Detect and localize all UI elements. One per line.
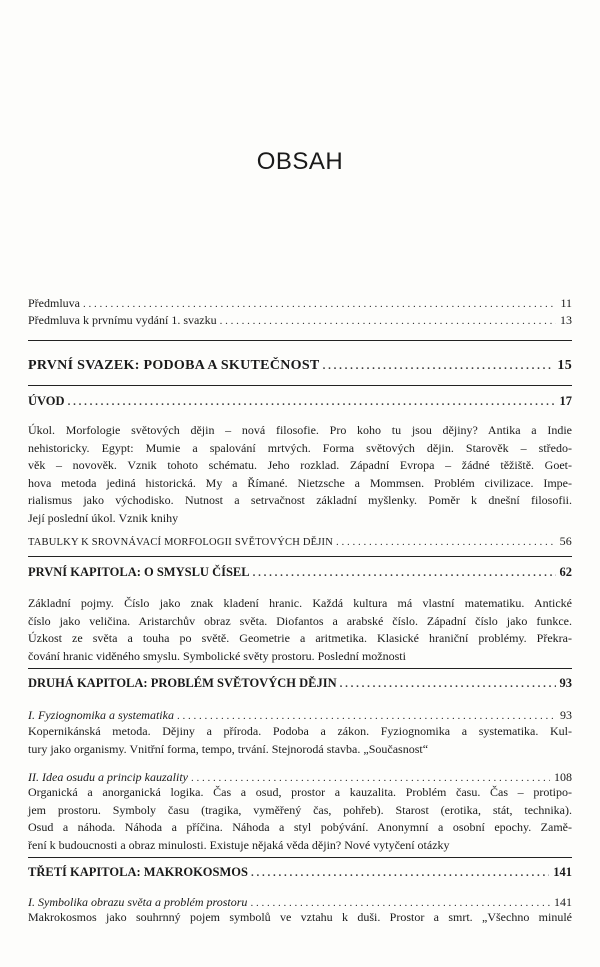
toc-entry-title: PRVNÍ SVAZEK: PODOBA A SKUTEČNOST	[28, 358, 320, 373]
toc-entry-page: 11	[560, 296, 572, 310]
dot-leader	[336, 535, 556, 549]
dot-leader	[250, 896, 550, 910]
toc-chapter3-heading[interactable]	[28, 865, 572, 880]
toc-entry-title: PRVNÍ KAPITOLA: O SMYSLU ČÍSEL	[28, 565, 250, 579]
chapter2-section1-summary: Kopernikánská metoda. Dějiny a příroda. Podoba a zákon. Fyziognomika a systematika. Kul- tury jako organismy. Vnitřní forma, tempo, trvání. Stejnorodá stavba. „Současnost“	[28, 724, 572, 756]
dot-leader	[68, 395, 556, 409]
page-title: OBSAH	[256, 148, 344, 175]
chapter3-section1-summary: Makrokosmos jako souhrnný pojem symbolů ve vztahu k duši. Prostor a smrt. „Všechno minulé	[28, 910, 572, 924]
intro-summary: Úkol. Morfologie světových dějin – nová filosofie. Pro koho tu jsou dějiny? Antika a Indie nehistoricky. Egypt: Mumie a spalování mrtvých. Forma světových dějin. Starověk – středo- věk – novověk. Vznik tohoto schématu. Jeho rozklad. Západní Evropa – žádné těžiště. Goet- hova metoda jediná historická. My a Římané. Nietzsche a Mommsen. Problém civilizace. Impe- rialismus jako východisko. Nutnost a setrvačnost základní myšlenky. Poměr k dnešní filosofii. Její poslední úkol. Vznik knihy	[28, 423, 572, 525]
toc-entry-preface[interactable]	[28, 296, 572, 311]
divider	[28, 556, 572, 557]
toc-chapter1-heading[interactable]	[28, 565, 572, 580]
toc-entry-title: Předmluva k prvnímu vydání 1. svazku	[28, 313, 217, 327]
toc-entry-page: 141	[553, 865, 572, 879]
toc-entry-page: 62	[559, 565, 572, 579]
divider	[28, 385, 572, 386]
dot-leader	[251, 866, 549, 880]
chapter1-summary: Základní pojmy. Číslo jako znak kladení hranic. Každá kultura má vlastní matematiku. Antické číslo jako veličina. Aristarchův obraz světa. Diofantos a arabské číslo. Západní číslo jako funkce. Úzkost ze světa a touha po světě. Geometrie a aritmetika. Klasické hraniční problémy. Překra- čování hranic viděného smyslu. Symbolické světy prostoru. Poslední možnosti	[28, 596, 572, 663]
dot-leader	[253, 566, 556, 580]
toc-entry-first-edition-preface[interactable]	[28, 313, 572, 328]
dot-leader	[323, 359, 554, 373]
toc-entry-page: 93	[559, 676, 572, 690]
toc-entry-page: 108	[554, 770, 572, 784]
chapter2-section2-summary: Organická a anorganická logika. Čas a osud, prostor a kauzalita. Problém času. Čas – protipo- jem prostoru. Symboly času (tragika, vyměřený čas, pohřeb). Starost (erotika, stát, technika). Osud a náhoda. Náhoda a příčina. Náhoda a styl pobývání. Anonymní a osobní epochy. Zamě- ření k budoucnosti a obraz minulosti. Existuje nějaká věda dějin? Nové vytyčení otázky	[28, 785, 572, 852]
toc-entry-page: 15	[557, 358, 572, 373]
toc-entry-title: TABULKY K SROVNÁVACÍ MORFOLOGII SVĚTOVÝCH DĚJIN	[28, 537, 333, 548]
toc-entry-page: 13	[560, 313, 572, 327]
toc-entry-page: 141	[554, 895, 572, 909]
toc-entry-page: 56	[559, 534, 572, 548]
dot-leader	[340, 677, 556, 691]
toc-chapter2-section1[interactable]	[28, 708, 572, 723]
toc-entry-page: 93	[560, 708, 572, 722]
toc-entry-title: I. Fyziognomika a systematika	[28, 708, 174, 722]
toc-intro-heading[interactable]	[28, 394, 572, 409]
divider	[28, 857, 572, 858]
toc-chapter2-heading[interactable]	[28, 676, 572, 691]
toc-entry-title: DRUHÁ KAPITOLA: PROBLÉM SVĚTOVÝCH DĚJIN	[28, 676, 337, 690]
dot-leader	[83, 297, 556, 311]
toc-entry-page: 17	[559, 394, 572, 408]
dot-leader	[191, 771, 550, 785]
toc-entry-title: Předmluva	[28, 296, 80, 310]
dot-leader	[177, 709, 556, 723]
toc-chapter2-section2[interactable]	[28, 770, 572, 785]
toc-entry-title: ÚVOD	[28, 394, 65, 408]
toc-entry-title: TŘETÍ KAPITOLA: MAKROKOSMOS	[28, 865, 248, 879]
toc-entry-title: I. Symbolika obrazu světa a problém prostoru	[28, 895, 248, 909]
toc-chapter3-section1[interactable]	[28, 895, 572, 910]
divider	[28, 668, 572, 669]
toc-volume-heading[interactable]	[28, 359, 572, 373]
toc-entry-tables[interactable]	[28, 534, 572, 550]
dot-leader	[220, 314, 556, 328]
toc-entry-title: II. Idea osudu a princip kauzality	[28, 770, 188, 784]
divider	[28, 340, 572, 341]
